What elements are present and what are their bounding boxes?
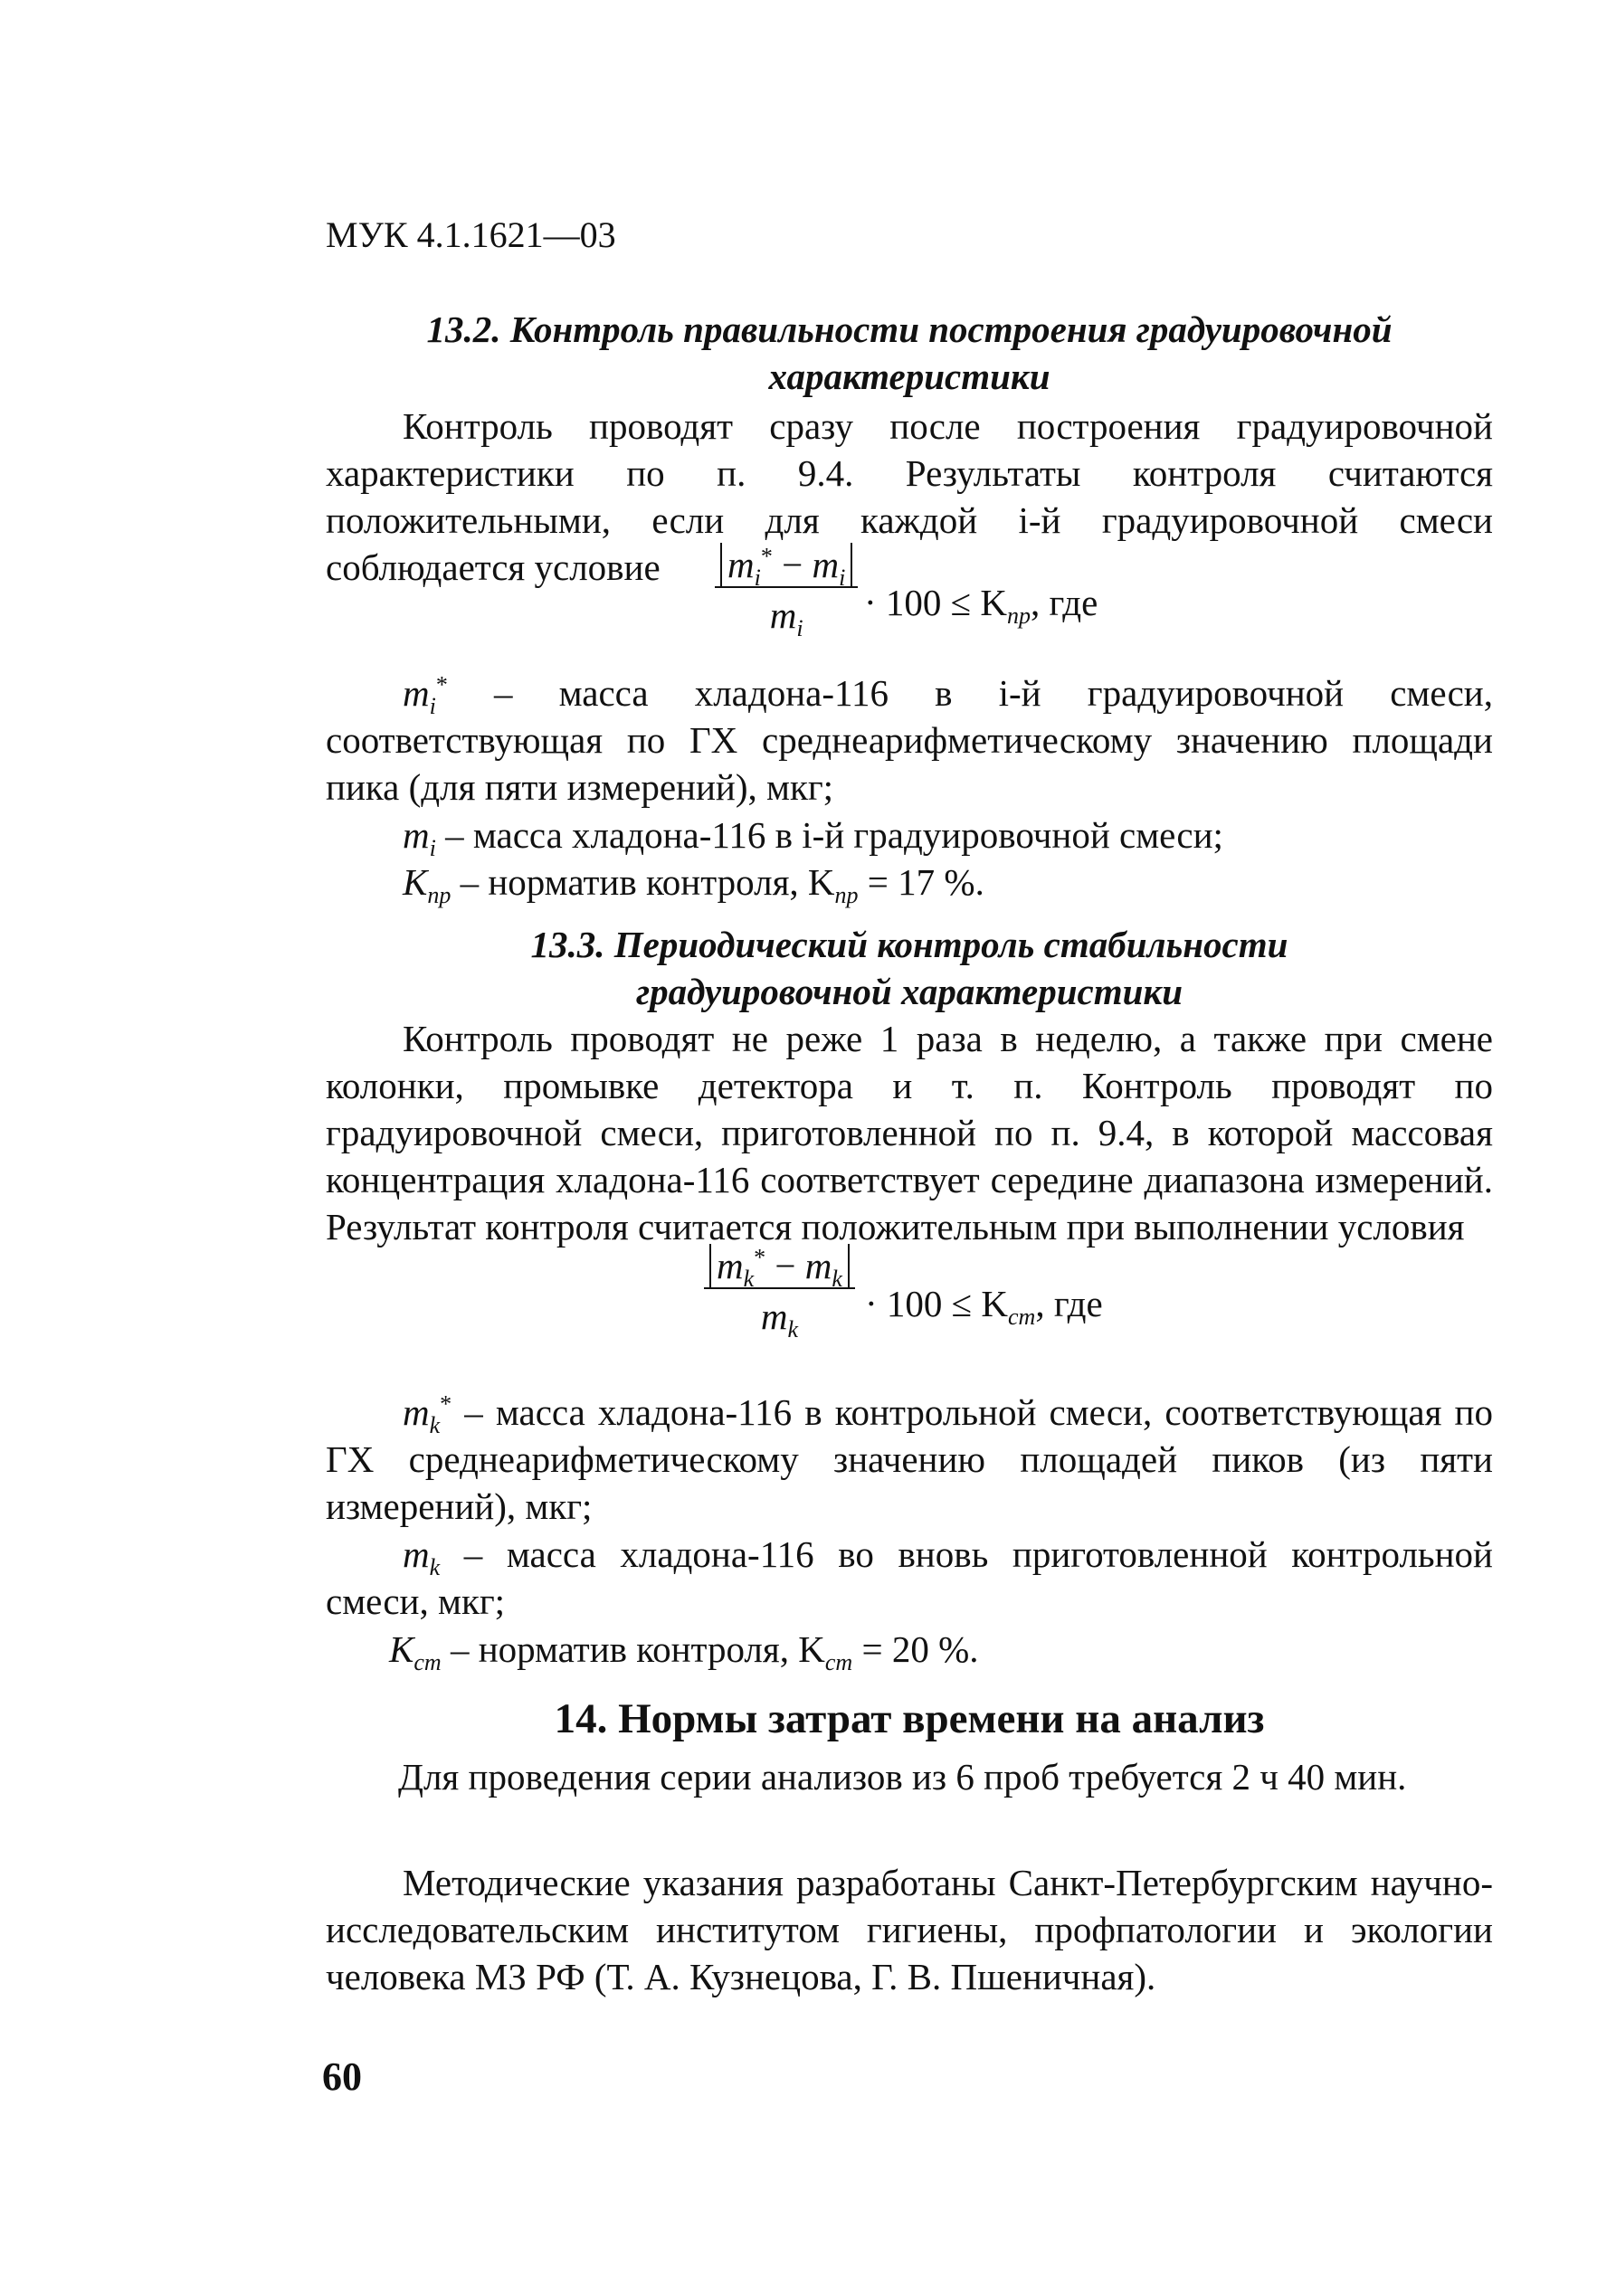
section-13-2-title-line1: 13.2. Контроль правильности построения градуировочной xyxy=(426,308,1393,350)
definition-kpr: $K_{пр}$ – норматив контроля, $K_{пр} = 17$ %. xyxy=(403,861,984,909)
section-13-3-title xyxy=(326,921,1493,1015)
section-14-text: Для проведения серии анализов из 6 проб требуется 2 ч 40 мин. xyxy=(398,1756,1407,1798)
definition-mk-star: $m_k^*$ – масса хладона-116 в контрольной смеси, соответствующая по ГХ среднеарифметическому значению площадей пиков (из пяти измерений), мкг; xyxy=(326,1390,1493,1527)
definition-kst: $K_{ст}$ – норматив контроля, $K_{ст} = 20$ %. xyxy=(389,1628,979,1676)
page-number: 60 xyxy=(322,2054,362,2099)
formula-13-2: $\frac{m_i^* - m_i}{m_i}$ · $100 \le K_{пр}$, где xyxy=(715,543,1131,669)
section-13-2-title-line2: характеристики xyxy=(768,356,1050,397)
footer-note: Методические указания разработаны Санкт-Петербургским научно-исследовательским институтом гигиены, профпатологии и экологии человека МЗ РФ (Т. А. Кузнецова, Г. В. Пшеничная). xyxy=(326,1862,1493,1997)
document-header: МУК 4.1.1621—03 xyxy=(326,214,616,255)
section-13-2-title xyxy=(326,306,1493,400)
section-13-3-title-line1: 13.3. Периодический контроль стабильности xyxy=(530,924,1288,965)
section-13-3-title-line2: градуировочной характеристики xyxy=(635,971,1183,1012)
section-13-2-intro: Контроль проводят сразу после построения градуировочной характеристики по п. 9.4. Результаты контроля считаются положительными, если для каждой i-й градуировочной смеси соблюдается условие xyxy=(326,405,1493,588)
definition-mi-star: $m_i^*$ – масса хладона-116 в i-й градуировочной смеси, соответствующая по ГХ среднеарифметическому значению площади пика (для пяти измерений), мкг; xyxy=(326,671,1493,808)
definition-mi: $m_i$ – масса хладона-116 в i-й градуировочной смеси; xyxy=(403,814,1223,862)
section-13-3-intro: Контроль проводят не реже 1 раза в неделю, а также при смене колонки, промывке детектора и т. п. Контроль проводят по градуировочной смеси, приготовленной по п. 9.4, в которой массовая концентрация хладона-116 соответствует середине диапазона измерений. Результат контроля считается положительным при выполнении условия xyxy=(326,1018,1493,1248)
definition-mk: $m_k$ – масса хладона-116 во вновь приготовленной контрольной смеси, мкг; xyxy=(326,1533,1493,1622)
section-14-title: 14. Нормы затрат времени на анализ xyxy=(554,1695,1265,1742)
formula-13-3: $\frac{m_k^* - m_k}{m_k}$ · $100 \le K_{ст}$, где xyxy=(704,1244,1138,1371)
